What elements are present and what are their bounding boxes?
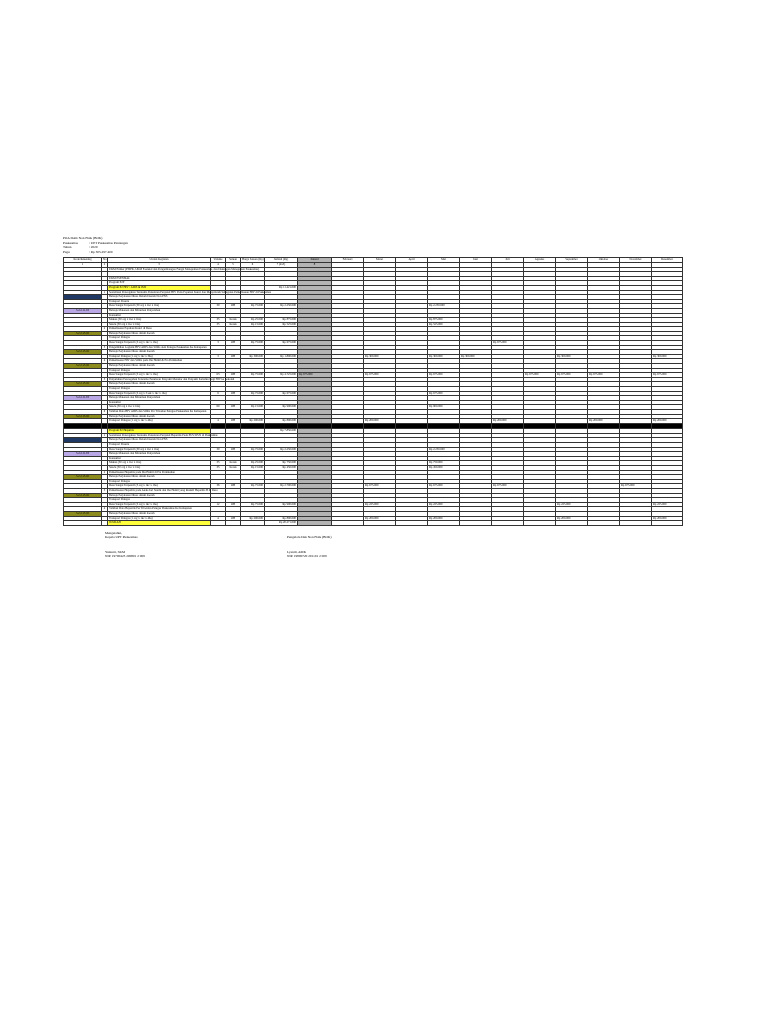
document-title: POA DAK Non Fisik (BOK) [63,236,103,240]
table-cell: Rp 675.000 [265,391,298,396]
account-code-cell: 5.2.2.15.02 [64,364,102,369]
row-number-cell: 4 [102,507,108,512]
table-cell: OH [226,447,241,452]
activity-cell: UKM Primer (PISPK, UKM Esensial dan Pengembangan Fungsi Manajemen Puskesmas, dan Dukungan Manajemen Puskesmas) [109,266,260,271]
table-cell: Rp 900.000 [265,405,298,410]
table-cell: Rp 20.271.000 [265,521,298,526]
account-code-cell: 5.2.2.11.03 [64,308,102,313]
activity-cell: Transport Petugas (1 org x 1kc x 3ha) [108,354,211,359]
month-cell: Rp 200.000 [652,419,683,424]
activity-cell: Makan (30 org x 1kc x 1ha) [108,318,211,323]
head-name: Yuniarti, SKM [105,549,125,554]
table-cell: Rp 25.000 [241,461,265,466]
activity-cell: Pengambilan Logistik HIV/AIDS dan Sifilis oleh Petugas Puskesmas Ke Kabupaten [108,345,211,350]
table-cell: Rp 15.000 [241,466,265,471]
table-cell: Rp 1.800.000 [265,354,298,359]
column-header: September [556,258,588,263]
activity-cell: Belanja Perjalanan Dinas dalam daerah [108,475,211,480]
table-cell: Rp 75.000 [241,304,265,309]
row-number-cell: 6 [102,409,108,414]
row-number-cell: 2 [102,470,108,475]
manager-nip: NIP. 19890720 201101 2 009 [287,554,327,559]
month-cell: Rp 300.000 [652,354,683,359]
activity-cell: Snack (30 org x 1kc x 1ha) [108,405,211,410]
table-cell: OH [226,516,241,521]
table-cell: Rp 15.000 [241,405,265,410]
account-code-cell: 5.2.2.15.02 [64,382,102,387]
month-cell: Rp 200.000 [364,516,396,521]
activity-cell: Transport Petugas [108,479,211,484]
activity-cell: Konsumsi [108,456,211,461]
table-cell [524,521,556,526]
column-header: Harga Satuan (Rp) [242,257,264,262]
activity-cell: Desa Sangat Terpencil (30 org x 1kc x 1ha) [108,304,211,309]
column-number: 4 [211,262,226,267]
table-cell: OH [226,502,241,507]
activity-cell: Desa Sangat Terpencil (3 org x 1kc x 1ha) [108,502,211,507]
activity-cell: Desa Sangat Terpencil (30 org x 1kc x 1ha) [108,447,211,452]
header-value: : UPT Puskesmas Pantangan [89,240,128,245]
table-cell [428,521,460,526]
table-cell: Rp 75.000 [241,447,265,452]
row-number-cell: 1 [102,290,108,295]
table-cell: 30 [211,304,226,309]
table-cell: OH [226,373,241,378]
table-cell: Rp 2.700.000 [265,484,298,489]
table-cell: 35 [211,466,226,471]
manager-name: Lyantil, AMK [287,549,307,554]
table-cell: Rp 450.000 [265,466,298,471]
table-cell: Rp 300.000 [241,354,265,359]
table-cell [460,521,492,526]
activity-cell: Belanja Makanan dan Minuman Penyelahan [108,452,211,457]
column-number: 5 [226,262,241,267]
table-cell [298,521,332,526]
month-cell: Rp 225.000 [364,502,396,507]
table-cell: OH [226,419,241,424]
activity-cell: Belanja Perjalanan Dinas Dalam Daerah Non PNS [108,295,211,300]
activity-cell: Belanja Perjalanan Dinas dalam daerah [108,382,211,387]
month-cell: Rp 200.000 [364,419,396,424]
month-cell: Rp 675.000 [364,484,396,489]
table-cell: Kotak [226,466,241,471]
column-number: 7 (4x5) [265,262,298,267]
month-cell: Rp 300.000 [460,354,492,359]
column-header: Oktober [588,258,620,263]
activity-cell: Pemeriksaan Hepatitis pada Anak dari Suami dan Ibu Hamil yang Reaktif Hepatitis B di Desa [109,487,218,492]
month-cell: Rp 300.000 [428,354,460,359]
column-number: 6 [241,262,265,267]
table-cell [396,521,428,526]
table-cell: Kotak [226,322,241,327]
column-header: Juni [460,258,492,263]
column-header: Jumlah (Rp) [265,258,298,263]
month-cell: Rp 675.000 [556,373,588,378]
account-code-cell: 5.2.2.15.02 [64,350,102,355]
activity-cell: UKM ESENSIAL [108,276,211,281]
table-cell [364,521,396,526]
account-code-cell: 5.2.2.15.02 [64,511,102,516]
activity-cell: Makan (30 org x 1kc x 1ha) [108,461,211,466]
table-cell: 3 [211,354,226,359]
column-header: Satuan [226,258,241,263]
column-header: Maret [364,258,396,263]
activity-cell: Transport Peserta [108,299,211,304]
month-cell: Rp 900.000 [428,405,460,410]
month-cell: Rp 875.000 [428,318,460,323]
table-cell: Kotak [226,461,241,466]
table-cell: 60 [211,405,226,410]
table-cell [620,521,652,526]
document-sheet [63,236,683,571]
table-cell: Rp 11.421.000 [265,285,298,290]
activity-cell: Belanja Perjalanan Dinas Dalam Daerah Non PNS [108,438,211,443]
activity-cell: Belanja Makanan dan Minuman Penyelahan [108,308,211,313]
activity-cell: JUMLAH [108,521,211,526]
activity-cell: Transport Petugas (1 org x 1kc x 4ha) [108,516,211,521]
activity-cell: Belanja Perjalanan Dinas dalam daerah [108,364,211,369]
row-number-cell: 2 [102,327,108,332]
table-cell: Rp 75.000 [241,391,265,396]
activity-cell: Penyuluhan Pencegahan Terutama Penularan Penyakit Menular dan Penyakit Kelamin Bagi HIV ke Sekolah [109,376,235,381]
table-cell: OH [226,341,241,346]
table-cell: Rp 2.250.000 [265,447,298,452]
table-cell: 36 [211,484,226,489]
month-cell: Rp 300.000 [556,354,588,359]
table-cell: 12 [211,502,226,507]
table-cell: Rp 675.000 [265,341,298,346]
table-cell: Rp 875.000 [265,318,298,323]
month-cell: Rp 675.000 [428,391,460,396]
activity-cell: Program P2 HIV / AIDS & IMS [108,285,211,290]
table-cell: Rp 75.000 [241,373,265,378]
table-cell: Kotak [226,318,241,323]
table-cell: Rp 900.000 [265,502,298,507]
column-header: Desember [652,258,683,263]
table-cell: 3 [211,341,226,346]
table-cell: OH [226,391,241,396]
column-number: 8 [298,262,332,267]
activity-cell: Belanja Perjalanan Dinas dalam daerah [108,414,211,419]
header-value: : 2020 [89,245,98,250]
month-cell: Rp 675.000 [588,373,620,378]
table-cell: Rp 75.000 [241,484,265,489]
month-cell: Rp 675.000 [492,341,524,346]
table-cell: Rp 800.000 [265,516,298,521]
activity-cell: Transport Petugas [108,368,211,373]
month-cell: Rp 300.000 [364,354,396,359]
month-cell: Rp 675.000 [428,484,460,489]
table-cell [588,521,620,526]
table-cell: OH [226,484,241,489]
column-header: Juli [492,258,524,263]
column-header: Januari [298,258,332,263]
account-code-cell: 5.2.2.15.02 [64,414,102,419]
ack-label: Mengetahui, [105,530,123,535]
table-cell [226,521,241,526]
activity-cell: Desa Sangat Terpencil (3 org x 1kc x 1ha) [108,373,211,378]
month-cell: Rp 750.000 [428,461,460,466]
activity-cell: Program P2 Hepatitis [108,429,211,434]
table-cell: 9 [211,391,226,396]
table-cell: OH [226,405,241,410]
month-cell: Rp 200.000 [556,516,588,521]
column-header: Kode Rekening [64,258,102,263]
account-code-cell: 5.2.2.15.02 [64,475,102,480]
column-number: 3 [108,262,211,267]
table-cell: 35 [211,318,226,323]
column-header: No [103,257,107,262]
activity-cell: Pemeriksaan Populasi Kunci di Desa [108,327,211,332]
column-number: 2 [102,262,108,267]
column-header: April [396,258,428,263]
document-header [63,236,683,254]
month-cell: Rp 225.000 [428,502,460,507]
table-row [64,521,683,526]
column-header: Mei [428,258,460,263]
column-header: Agustus [524,258,556,263]
header-key: Tahun [63,245,72,250]
header-key: Puskesmas [63,240,78,245]
activity-cell: Transport Peserta [108,443,211,448]
account-code-cell: 5.2.2.11.03 [64,452,102,457]
table-cell: 4 [211,516,226,521]
column-header: Uraian Kegiatan [108,258,211,263]
activity-cell: Belanja Makanan dan Minuman Penyelahan [108,396,211,401]
table-cell: Rp 75.000 [241,341,265,346]
activity-cell: Desa Sangat Terpencil (3 org x 1kc x 1ha) [108,341,211,346]
month-cell: Rp 675.000 [620,484,652,489]
table-cell [332,521,364,526]
activity-cell: Belanja Perjalanan Dinas dalam daerah [108,493,211,498]
month-cell: Rp 675.000 [492,484,524,489]
activity-cell: Transport Petugas (1 org x 1kc x 4ha) [108,419,211,424]
table-cell: Rp 75.000 [241,502,265,507]
table-cell: Rp 750.000 [265,461,298,466]
month-cell: Rp 200.000 [492,419,524,424]
month-cell: Rp 200.000 [652,516,683,521]
table-cell: 30 [211,447,226,452]
month-cell: Rp 200.000 [588,419,620,424]
month-cell: Rp 525.000 [428,322,460,327]
row-number-cell: 3 [102,488,108,493]
activity-cell: Konsumsi [108,400,211,405]
activity-cell: Desa Sangat Terpencil (3 org x 1kc x 1ha) [108,484,211,489]
account-code-cell: 5.2.2.15.02 [64,331,102,336]
table-cell: OH [226,354,241,359]
activity-cell: Pemeriksaan HIV dan Sifilis pada Ibu Hamil & Pra Pernikahan [108,359,211,364]
row-number-cell: 1 [102,433,108,438]
table-cell: Rp 7.850.000 [265,429,298,434]
table-cell: Rp 25.000 [241,318,265,323]
table-cell [211,521,226,526]
activity-cell: Pemeriksaan Hepatitis pada Ibu Hamil di Pra Pernikahan [108,470,211,475]
table-cell: Rp 675.000 [298,373,332,378]
signature-block [63,531,683,571]
header-value: : Rp 305.297.400 [89,249,113,254]
table-cell [241,521,265,526]
month-cell: Rp 675.000 [652,373,683,378]
row-number-cell: 5 [102,377,108,382]
activity-cell: Snack (30 org x 1kc x 1ha) [108,466,211,471]
column-number: 1 [64,262,102,267]
activity-cell: Belanja Perjalanan Dinas dalam daerah [108,331,211,336]
account-code-cell [64,521,102,526]
activity-cell: Validasi Data HIV AIDS dan Sifilis Per Triwulan Petugas Puskesmas Ke Kabupaten [108,409,211,414]
activity-cell: Transport Petugas [108,387,211,392]
column-header: Februari [332,258,364,263]
activity-cell: Transport Petugas [108,336,211,341]
table-cell: Rp 200.000 [241,516,265,521]
activity-cell: Konsumsi [108,313,211,318]
table-cell: Rp 800.000 [265,419,298,424]
column-header: Volume [211,258,226,263]
header-key: Pagu [63,249,70,254]
month-cell: Rp 675.000 [364,373,396,378]
month-cell: Rp 2.250.000 [428,447,460,452]
table-cell: OH [226,304,241,309]
column-header: November [620,258,652,263]
month-cell: Rp 675.000 [524,373,556,378]
table-cell: Rp 15.000 [241,322,265,327]
table-cell: 63 [211,373,226,378]
activity-cell: Snack (30 org x 1kc x 1ha) [108,322,211,327]
head-role: Kepala UPT Puskesmas [105,535,138,540]
row-number-cell: 3 [102,345,108,350]
header-row [63,250,683,255]
table-cell: 35 [211,461,226,466]
month-cell: Rp 675.000 [428,373,460,378]
account-code-cell: 5.2.2.15.02 [64,493,102,498]
manager-role: Pengelola Dak Non Fisik (BOK) [287,535,332,540]
table-cell: Rp 200.000 [241,419,265,424]
head-nip: NIP. 19790423 200801 2 009 [105,554,145,559]
activity-cell: Transport Petugas [108,498,211,503]
row-number-cell: 4 [102,359,108,364]
month-cell: Rp 450.000 [428,466,460,471]
activity-cell: Sosialisasi Pencegahan Terutama Penularan Penyakit Hepatitis Pada PUS/WUS di Puskesmas [109,432,218,437]
table-cell: Rp 2.250.000 [265,304,298,309]
table-cell [492,521,524,526]
activity-cell: Desa Sangat Terpencil (3 org x 3 sek x 1kc x 1ha) [108,391,211,396]
table-cell: 4 [211,419,226,424]
activity-cell: Program P2P [108,281,211,286]
table-cell [652,521,683,526]
table-cell: Rp 4.725.000 [265,373,298,378]
activity-cell: Sosialisasi Pencegahan Terutama Penularan Penyakit HIV Pada Populasi Kunci dan Menyeluruh Sebagaian Pemeriksaan HIV di Puskesmas [109,289,272,294]
activity-cell: Belanja Perjalanan Dinas dalam daerah [108,350,211,355]
budget-table [63,257,683,525]
table-cell [556,521,588,526]
month-cell: Rp 2.250.000 [428,304,460,309]
activity-cell: Belanja Perjalanan Dinas dalam daerah [108,511,211,516]
table-cell: Rp 525.000 [265,322,298,327]
table-cell: 35 [211,322,226,327]
activity-cell: Validasi Data Hepatitis Per Triwulan Petugas Puskesmas Ke Kabupaten [108,507,211,512]
month-cell: Rp 225.000 [652,502,683,507]
month-cell: Rp 200.000 [428,516,460,521]
account-code-cell: 5.2.2.11.03 [64,396,102,401]
month-cell: Rp 225.000 [556,502,588,507]
